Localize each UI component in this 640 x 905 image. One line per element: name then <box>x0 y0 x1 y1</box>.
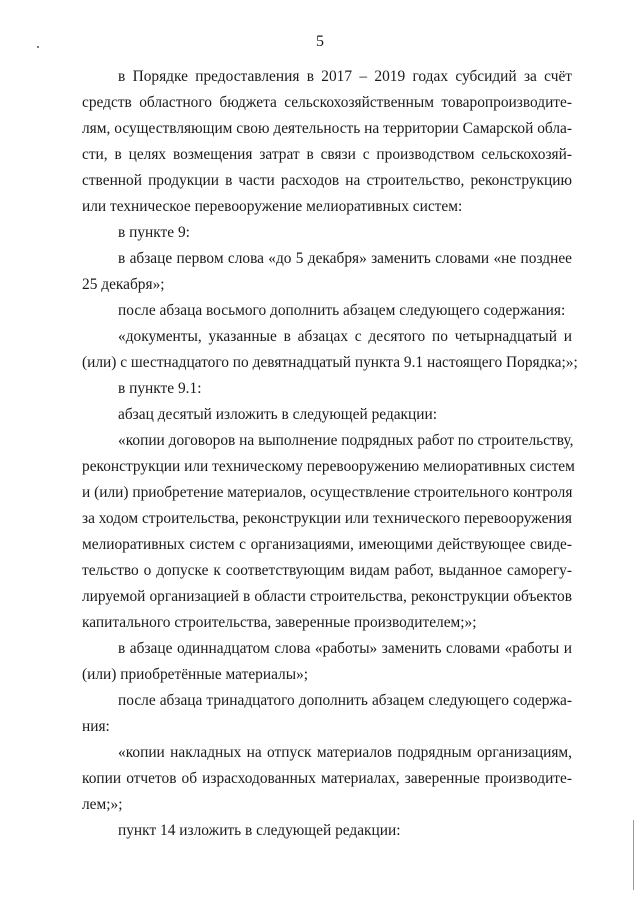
text-line: и (или) приобретение материалов, осуществление строительного контроля <box>82 484 573 501</box>
text-line: в пункте 9: <box>118 224 190 241</box>
text-line: лям, осуществляющим свою деятельность на территории Самарской обла- <box>82 120 572 137</box>
text-line: 25 декабря»; <box>82 276 165 293</box>
text-line: за ходом строительства, реконструкции или технического перевооружения <box>82 510 572 527</box>
scan-artifact-dot <box>37 46 39 48</box>
text-line: пункт 14 изложить в следующей редакции: <box>118 822 401 839</box>
text-line: в пункте 9.1: <box>118 380 202 397</box>
text-line: капитального строительства, заверенные производителем;»; <box>82 614 477 631</box>
document-body <box>82 64 578 844</box>
text-line: или техническое перевооружение мелиоративных систем: <box>82 198 463 215</box>
text-line: (или) приобретённые материалы»; <box>82 666 309 683</box>
text-line: в абзаце одиннадцатом слова «работы» заменить словами «работы и <box>118 640 572 657</box>
text-line: лем;»; <box>82 796 123 813</box>
scan-artifact-edge <box>633 820 634 890</box>
text-line: «копии накладных на отпуск материалов подрядным организациям, <box>118 744 572 761</box>
text-line: после абзаца восьмого дополнить абзацем следующего содержания: <box>118 302 566 319</box>
text-line: в Порядке предоставления в 2017 – 2019 годах субсидий за счёт <box>118 68 572 85</box>
text-line: лируемой организацией в области строительства, реконструкции объектов <box>82 588 572 605</box>
text-line: тельство о допуске к соответствующим видам работ, выданное саморегу- <box>82 562 572 579</box>
text-line: «документы, указанные в абзацах с десятого по четырнадцатый и <box>118 328 572 345</box>
text-line: в абзаце первом слова «до 5 декабря» заменить словами «не позднее <box>118 250 572 267</box>
text-line: реконструкции или техническому перевооружению мелиоративных систем <box>82 458 575 475</box>
text-line: (или) с шестнадцатого по девятнадцатый пункта 9.1 настоящего Порядка;»; <box>82 354 578 371</box>
text-line: ния: <box>82 718 110 735</box>
text-line: после абзаца тринадцатого дополнить абзацем следующего содержа- <box>118 692 572 709</box>
text-line: «копии договоров на выполнение подрядных работ по строительству, <box>118 432 574 449</box>
text-line: копии отчетов об израсходованных материалах, заверенные производите- <box>82 770 572 787</box>
text-line: мелиоративных систем с организациями, имеющими действующее свиде- <box>82 536 572 553</box>
text-line: средств областного бюджета сельскохозяйственным товаропроизводите- <box>82 94 572 111</box>
text-line: ственной продукции в части расходов на строительство, реконструкцию <box>82 172 572 189</box>
page-number: 5 <box>316 33 324 50</box>
text-line: абзац десятый изложить в следующей редакции: <box>118 406 438 423</box>
text-line: сти, в целях возмещения затрат в связи с производством сельскохозяй- <box>82 146 572 163</box>
